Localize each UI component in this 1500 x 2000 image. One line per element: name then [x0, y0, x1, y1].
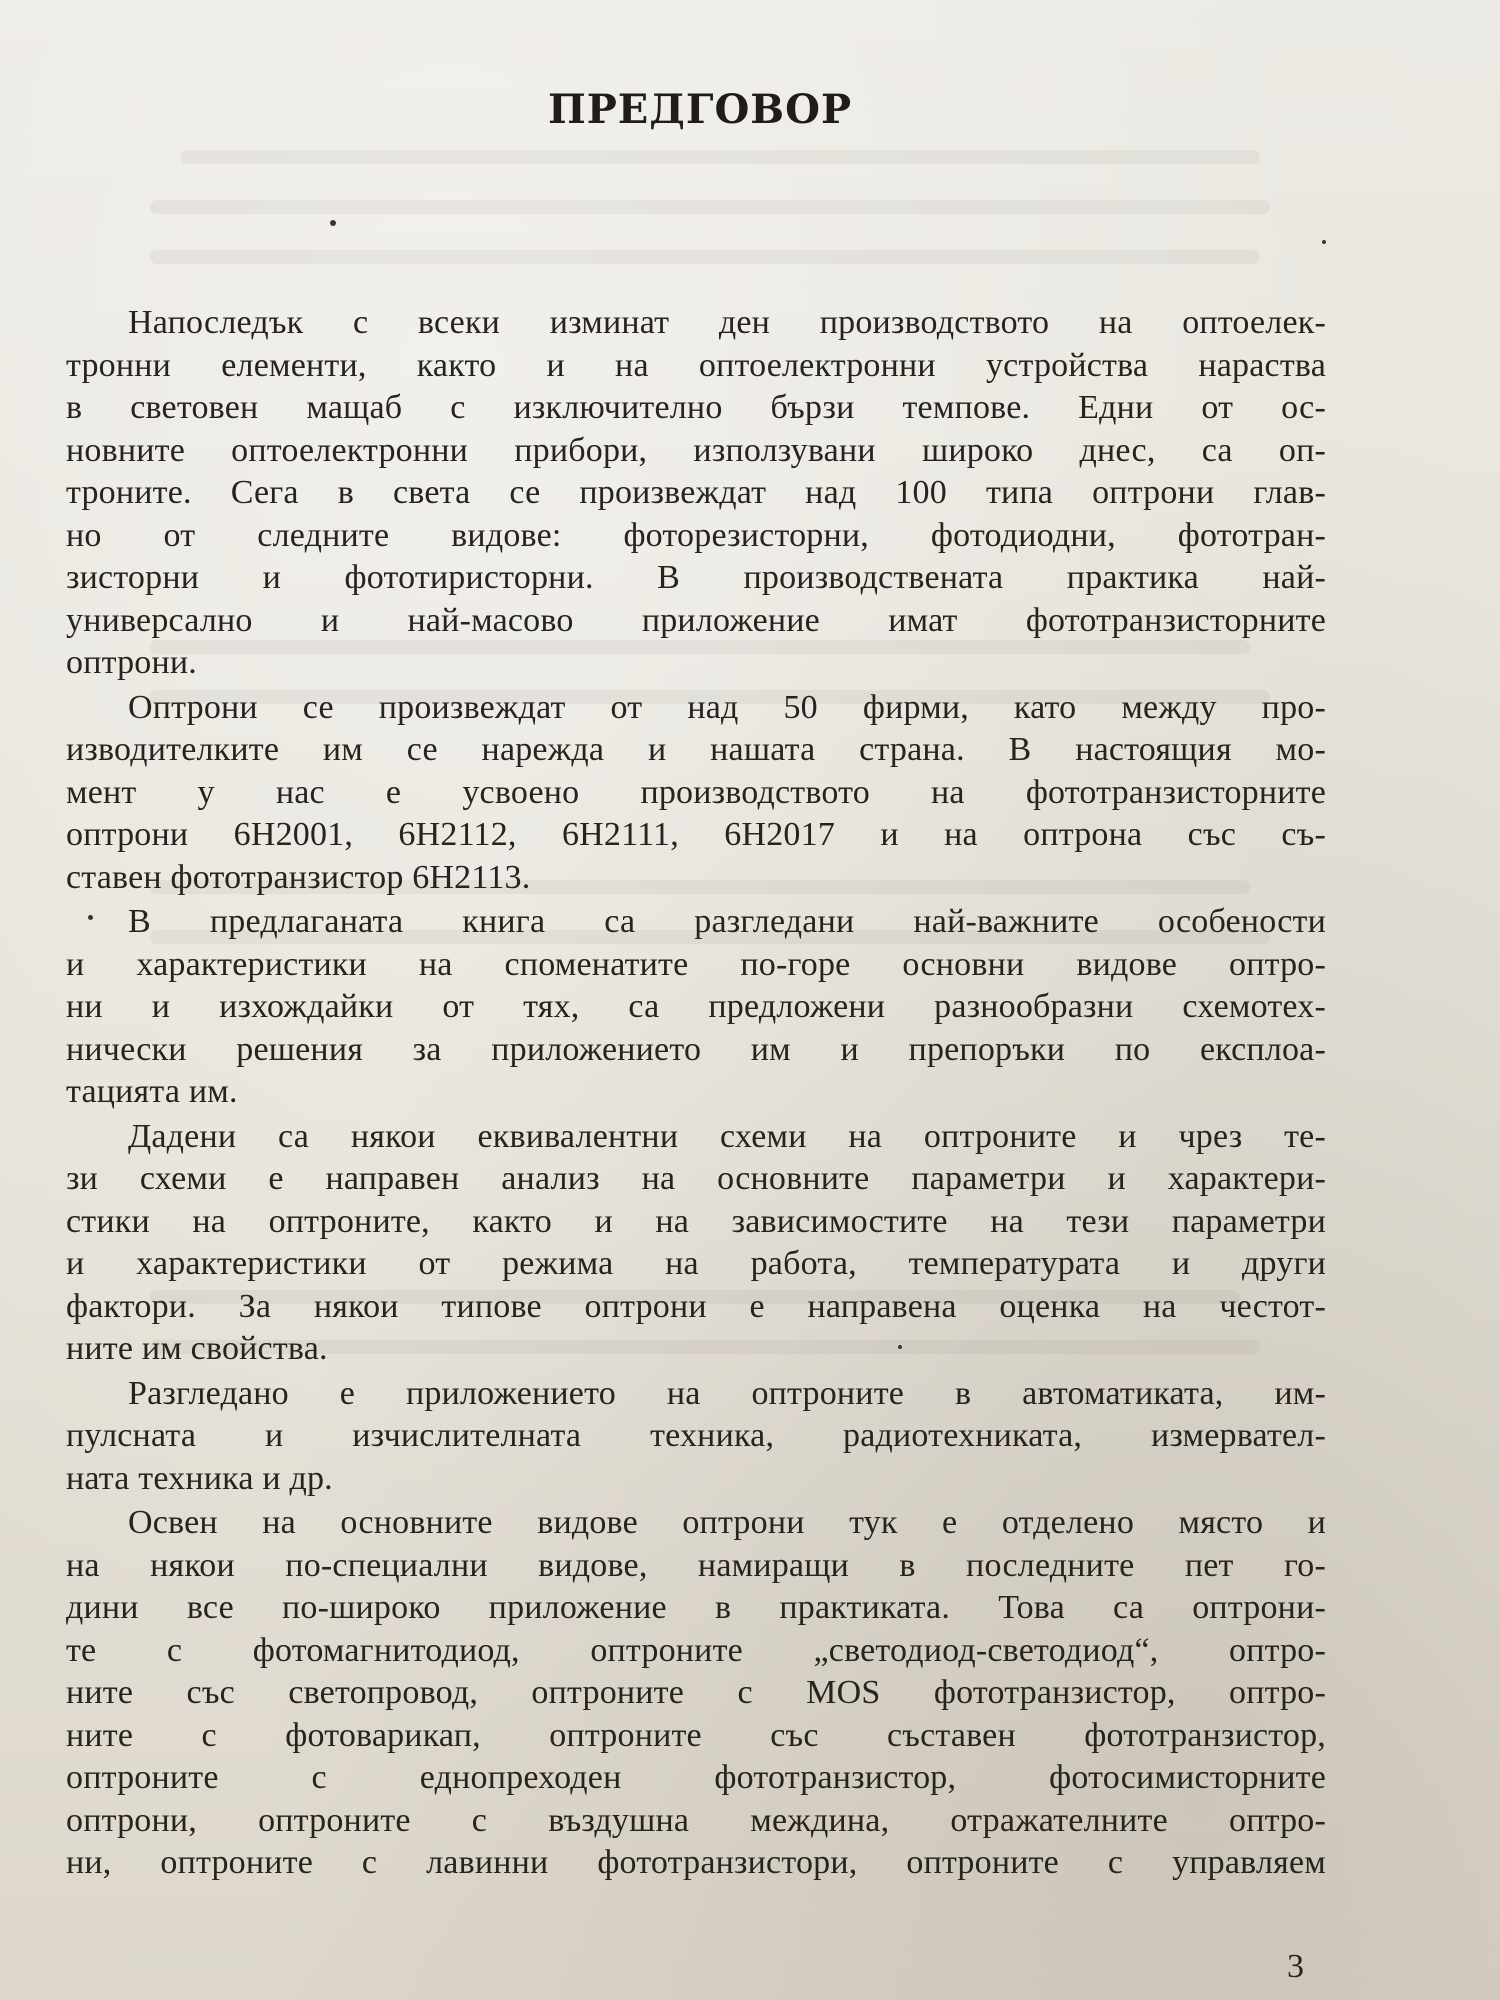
text-line: нически решения за приложението им и препоръки по експлоа-	[66, 1030, 1326, 1068]
text-line: В предлаганата книга са разгледани най-важните особености	[128, 903, 1326, 940]
text-line: пулсната и изчислителната техника, радиотехниката, измервател-	[66, 1417, 1326, 1454]
text-line: и характеристики на споменатите по-горе основни видове оптро-	[66, 945, 1326, 983]
text-line: Оптрони се произвеждат от над 50 фирми, като между про-	[128, 688, 1326, 726]
text-line: оптрони 6Н2001, 6Н2112, 6Н2111, 6Н2017 и на оптрона със съ-	[66, 816, 1326, 853]
text-line: и характеристики от режима на работа, температурата и други	[66, 1245, 1326, 1282]
paragraph	[66, 901, 1326, 1114]
body-text	[66, 302, 1326, 1887]
text-line: оптроните с еднопреходен фототранзистор, фотосимисторните	[66, 1759, 1326, 1796]
text-line: тронни елементи, както и на оптоелектронни устройства нараства	[66, 346, 1326, 384]
text-line: ни и изхождайки от тях, са предложени разнообразни схемотех-	[66, 988, 1326, 1025]
text-line: зи схеми е направен анализ на основните параметри и характери-	[66, 1160, 1326, 1197]
text-line: фактори. За някои типове оптрони е направена оценка на честот-	[66, 1287, 1326, 1325]
text-line: те с фотомагнитодиод, оптроните „светодиод-светодиод“, оптро-	[66, 1631, 1326, 1669]
text-line: мент у нас е усвоено производството на фототранзисторните	[66, 773, 1326, 811]
text-line: дини все по-широко приложение в практиката. Това са оптрони-	[66, 1589, 1326, 1626]
text-line: в световен мащаб с изключително бързи темпове. Едни от ос-	[66, 389, 1326, 426]
text-line: Напоследък с всеки изминат ден производството на оптоелек-	[128, 304, 1326, 341]
page-number: 3	[1287, 1948, 1304, 1985]
text-line: зисторни и фототиристорни. В производствената практика най-	[66, 559, 1326, 596]
text-line: на някои по-специални видове, намиращи в последните пет го-	[66, 1546, 1326, 1584]
text-line: оптрони.	[66, 644, 197, 681]
text-line: ставен фототранзистор 6Н2113.	[66, 858, 531, 896]
text-line: ните им свойства.	[66, 1330, 328, 1367]
text-line: Дадени са някои еквивалентни схеми на оптроните и чрез те-	[128, 1117, 1326, 1155]
text-line: ните със светопровод, оптроните с MOS фототранзистор, оптро-	[66, 1674, 1326, 1711]
text-line: Разгледано е приложението на оптроните в автоматиката, им-	[128, 1374, 1326, 1412]
text-line: универсално и най-масово приложение имат фототранзисторните	[66, 601, 1326, 639]
text-line: троните. Сега в света се произвеждат над 100 типа оптрони глав-	[66, 474, 1326, 511]
text-line: ни, оптроните с лавинни фототранзистори, оптроните с управляем	[66, 1844, 1326, 1881]
paper-speck	[330, 220, 336, 226]
text-line: оптрони, оптроните с въздушна междина, отражателните оптро-	[66, 1801, 1326, 1839]
text-line: но от следните видове: фоторезисторни, фотодиодни, фототран-	[66, 516, 1326, 554]
text-line: новните оптоелектронни прибори, използувани широко днес, са оп-	[66, 431, 1326, 469]
paragraph	[66, 1373, 1326, 1501]
text-line: тацията им.	[66, 1073, 238, 1110]
paragraph	[66, 1116, 1326, 1371]
paragraph	[66, 302, 1326, 685]
text-line: изводителките им се нарежда и нашата страна. В настоящия мо-	[66, 731, 1326, 768]
paper-speck	[1322, 240, 1326, 244]
page-title: ПРЕДГОВОР	[547, 86, 853, 133]
text-line: ните с фотоварикап, оптроните със съставен фототранзистор,	[66, 1716, 1326, 1754]
paragraph	[66, 687, 1326, 900]
text-line: Освен на основните видове оптрони тук е отделено място и	[128, 1504, 1326, 1541]
paragraph	[66, 1502, 1326, 1885]
text-line: ната техника и др.	[66, 1459, 333, 1497]
text-line: стики на оптроните, както и на зависимостите на тези параметри	[66, 1202, 1326, 1240]
